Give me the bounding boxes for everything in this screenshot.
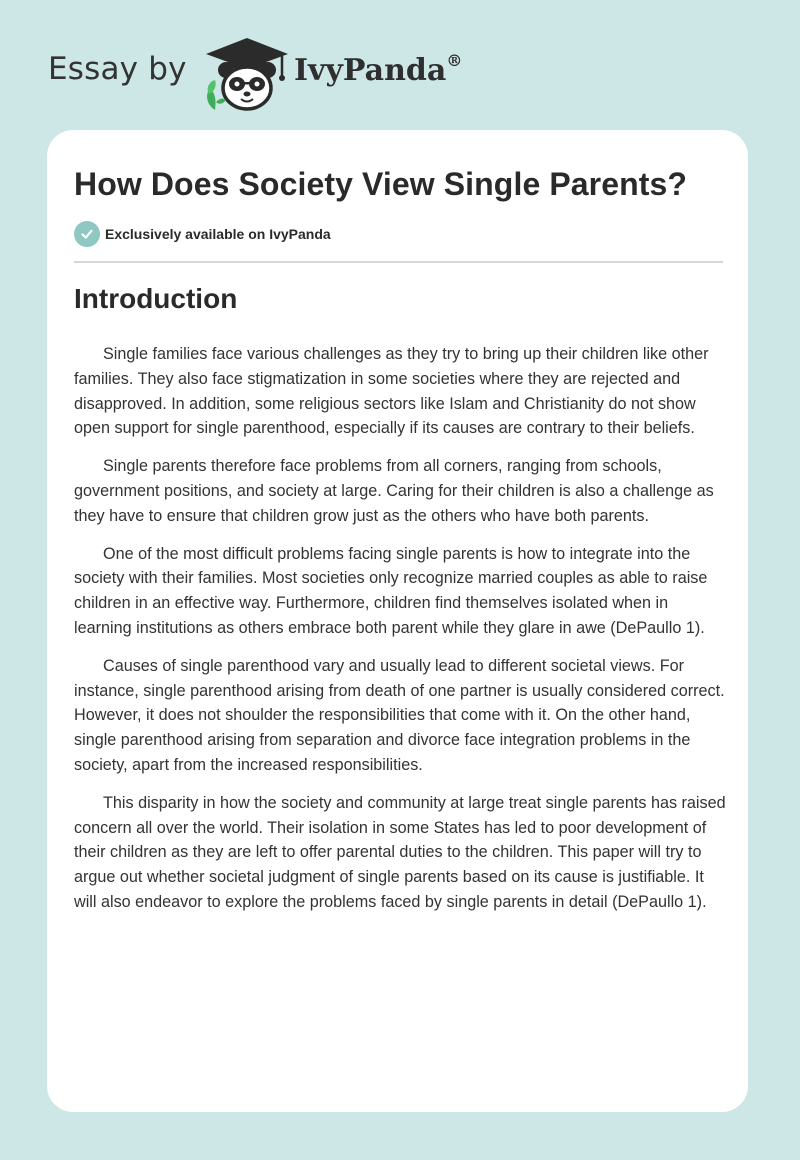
section-heading: Introduction <box>74 283 238 314</box>
paragraph: This disparity in how the society and community at large treat single parents has raised concern all over the world. Their isolation in some States has led to poor development of their children as they are left to offer parental duties to the children. This paper will try to argue out whether societal judgment of single parents based on its cause is justifiable. It will also endeavor to explore the problems faced by single parents in detail (DePaullo 1). <box>74 793 726 911</box>
exclusive-badge-label: Exclusively available on IvyPanda <box>105 226 331 242</box>
brand-name: IvyPanda® <box>294 51 463 88</box>
paragraph: Causes of single parenthood vary and usually lead to different societal views. For instance, single parenthood arising from death of one partner is usually considered correct. However, it does not shoulder the responsibilities that come with it. On the other hand, single parenthood arising from separation and divorce face integration problems in the society, apart from the increased responsibilities. <box>74 656 725 774</box>
registered-mark: ® <box>446 51 463 70</box>
check-icon <box>74 221 100 247</box>
essay-body <box>74 342 726 928</box>
paragraph: Single parents therefore face problems from all corners, ranging from schools, government positions, and society at large. Caring for their children is also a challenge as they have to ensure that children grow just as the others who have both parents. <box>74 457 714 525</box>
site-header <box>48 28 548 112</box>
panda-logo-icon <box>202 36 292 116</box>
divider <box>74 261 723 263</box>
paragraph: Single families face various challenges as they try to bring up their children like other families. They also face stigmatization in some societies where they are rejected and disapproved. In addition, some religious sectors like Islam and Christianity do not show open support for single parenthood, especially if its causes are contrary to their beliefs. <box>74 345 709 438</box>
page-title: How Does Society View Single Parents? <box>74 166 688 202</box>
essay-card <box>47 130 748 1112</box>
essay-by-label: Essay by <box>48 51 187 87</box>
exclusive-badge <box>74 220 331 248</box>
paragraph: One of the most difficult problems facing single parents is how to integrate into the society with their families. Most societies only recognize married couples as able to raise children in an effective way. Furthermore, children find themselves isolated when in learning institutions as others embrace both parent while they glare in awe (DePaullo 1). <box>74 544 708 637</box>
